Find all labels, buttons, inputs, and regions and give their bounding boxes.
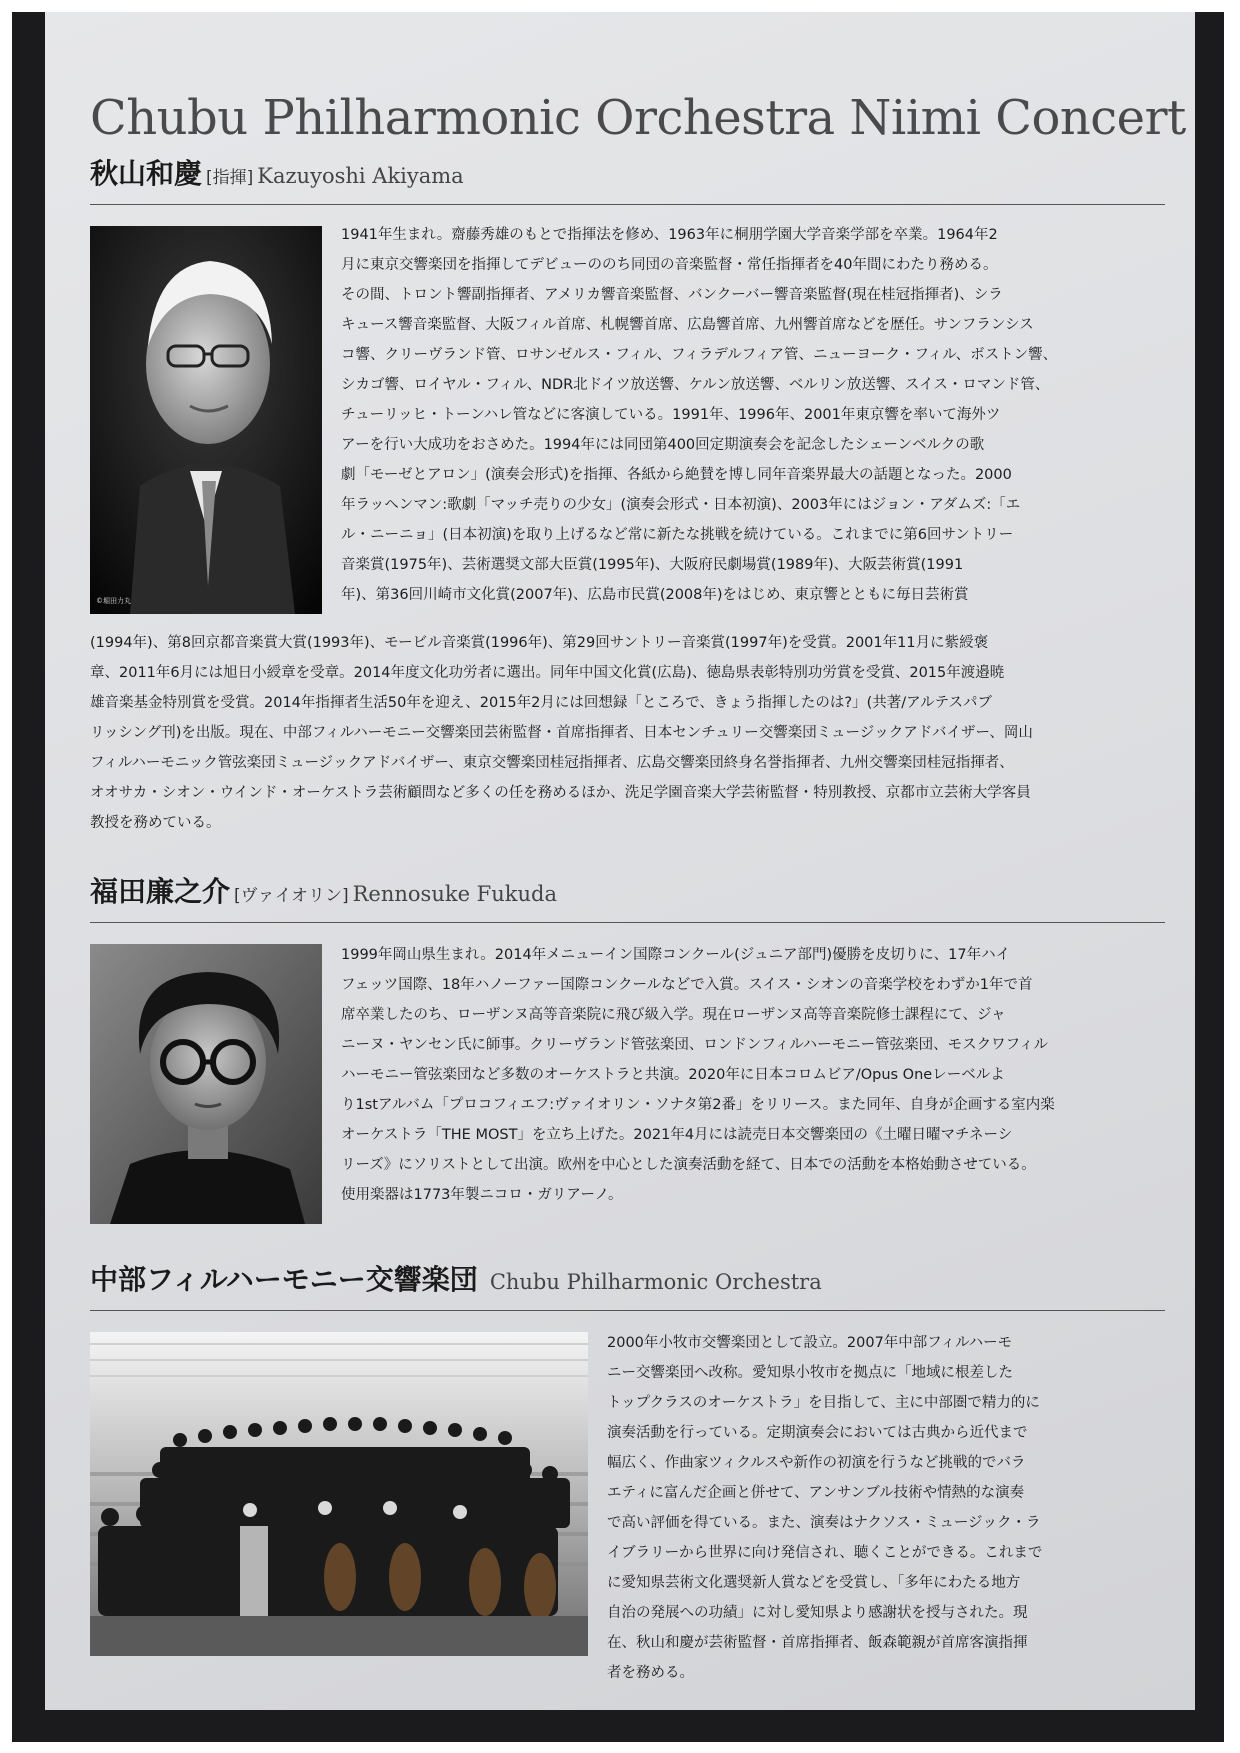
bio-line: イブラリーから世界に向け発信され、聴くことができる。これまで <box>607 1545 1043 1561</box>
orchestra-divider <box>90 1310 1165 1311</box>
bio-line: 1999年岡山県生まれ。2014年メニューイン国際コンクール(ジュニア部門)優勝を皮切りに、17年ハイ <box>341 947 1011 963</box>
bio-line: 月に東京交響楽団を指揮してデビューののち同団の音楽監督・常任指揮者を40年間にわたり務める。 <box>341 257 998 273</box>
bio-line: エティに富んだ企画と併せて、アンサンブル技術や情熱的な演奏 <box>607 1485 1025 1501</box>
orchestra-name-en: Chubu Philharmonic Orchestra <box>489 1270 822 1294</box>
bio-line: 章、2011年6月には旭日小綬章を受章。2014年度文化功労者に選出。同年中国文化賞(広島)、徳島県表彰特別功労賞を受賞、2015年渡邉暁 <box>90 665 1005 681</box>
bio-line: 雄音楽基金特別賞を受賞。2014年指揮者生活50年を迎え、2015年2月には回想録「ところで、きょう指揮したのは?」(共著/アルテスパブ <box>90 695 992 711</box>
bio-line: ル・ニーニョ」(日本初演)を取り上げるなど常に新たな挑戦を続けている。これまでに第6回サントリー <box>341 527 1014 543</box>
bio-line: 幅広く、作曲家ツィクルスや新作の初演を行うなど挑戦的でバラ <box>607 1455 1026 1471</box>
bio-line: オオサカ・シオン・ウインド・オーケストラ芸術顧問など多くの任を務めるほか、洗足学園音楽大学芸術監督・特別教授、京都市立芸術大学客員 <box>90 785 1031 801</box>
bio-line: 2000年小牧市交響楽団として設立。2007年中部フィルハーモ <box>607 1335 1013 1351</box>
akiyama-bio-full <box>90 628 1033 838</box>
bio-line: 教授を務めている。 <box>90 815 221 831</box>
page-title: Chubu Philharmonic Orchestra Niimi Concert <box>90 90 1186 146</box>
bio-line: リーズ》にソリストとして出演。欧州を中心とした演奏活動を経て、日本での活動を本格始動させている。 <box>341 1157 1036 1173</box>
bio-line: に愛知県芸術文化選奨新人賞などを受賞し、「多年にわたる地方 <box>607 1575 1021 1591</box>
bio-line: 音楽賞(1975年)、芸術選奨文部大臣賞(1995年)、大阪府民劇場賞(1989年)、大阪芸術賞(1991 <box>341 557 964 573</box>
bio-line: トップクラスのオーケストラ」を目指して、主に中部圏で精力的に <box>607 1395 1040 1411</box>
fukuda-name-en: Rennosuke Fukuda <box>352 882 557 906</box>
bio-line: オーケストラ「THE MOST」を立ち上げた。2021年4月には読売日本交響楽団の《土曜日曜マチネーシ <box>341 1127 1013 1143</box>
bio-line: コ響、クリーヴランド管、ロサンゼルス・フィル、フィラデルフィア管、ニューヨーク・フィル、ボストン響、 <box>341 347 1058 363</box>
bio-line: 1941年生まれ。齋藤秀雄のもとで指揮法を修め、1963年に桐朋学園大学音楽学部を卒業。1964年2 <box>341 227 998 243</box>
fukuda-role: [ヴァイオリン] <box>234 886 349 906</box>
flyer-page <box>45 12 1195 1710</box>
bio-line: ニーヌ・ヤンセン氏に師事。クリーヴランド管弦楽団、ロンドンフィルハーモニー管弦楽団、モスクワフィル <box>341 1037 1049 1053</box>
bio-line: 在、秋山和慶が芸術監督・首席指揮者、飯森範親が首席客演指揮 <box>607 1635 1028 1651</box>
akiyama-portrait <box>90 226 322 614</box>
bio-line: シカゴ響、ロイヤル・フィル、NDR北ドイツ放送響、ケルン放送響、ベルリン放送響、スイス・ロマンド管、 <box>341 377 1050 393</box>
photo-credit: ©堀田力丸 <box>96 597 131 605</box>
bio-line: 自治の発展への功績」に対し愛知県より感謝状を授与された。現 <box>607 1605 1028 1621</box>
akiyama-name-en: Kazuyoshi Akiyama <box>257 164 464 188</box>
fukuda-portrait <box>90 944 322 1224</box>
bio-line: 使用楽器は1773年製ニコロ・ガリアーノ。 <box>341 1187 623 1203</box>
bio-line: アーを行い大成功をおさめた。1994年には同団第400回定期演奏会を記念したシェーンベルクの歌 <box>341 437 985 453</box>
bio-line: り1stアルバム「プロコフィエフ:ヴァイオリン・ソナタ第2番」をリリース。また同年、自身が企画する室内楽 <box>341 1097 1055 1113</box>
orchestra-name-jp: 中部フィルハーモニー交響楽団 <box>90 1263 478 1296</box>
bio-line: (1994年)、第8回京都音楽賞大賞(1993年)、モービル音楽賞(1996年)、第29回サントリー音楽賞(1997年)を受賞。2001年11月に紫綬褒 <box>90 635 989 651</box>
bio-line: で高い評価を得ている。また、演奏はナクソス・ミュージック・ラ <box>607 1515 1041 1531</box>
akiyama-divider <box>90 204 1165 205</box>
akiyama-portrait-image <box>90 226 322 614</box>
bio-line: 劇「モーゼとアロン」(演奏会形式)を指揮、各紙から絶賛を博し同年音楽界最大の話題となった。2000 <box>341 467 1012 483</box>
orchestra-group-photo <box>90 1332 588 1656</box>
bio-line: 年)、第36回川崎市文化賞(2007年)、広島市民賞(2008年)をはじめ、東京響とともに毎日芸術賞 <box>341 587 969 603</box>
bio-line: 者を務める。 <box>607 1665 694 1681</box>
fukuda-name-jp: 福田廉之介 <box>90 875 231 908</box>
bio-line: フェッツ国際、18年ハノーファー国際コンクールなどで入賞。スイス・シオンの音楽学校をわずか1年で首 <box>341 977 1033 993</box>
bio-line: フィルハーモニック管弦楽団ミュージックアドバイザー、東京交響楽団桂冠指揮者、広島交響楽団終身名誉指揮者、九州交響楽団桂冠指揮者、 <box>90 755 1014 771</box>
page-background <box>12 12 1224 1742</box>
akiyama-heading <box>90 152 1165 192</box>
akiyama-bio-wrapped <box>341 220 1057 610</box>
bio-line: ニー交響楽団へ改称。愛知県小牧市を拠点に「地域に根差した <box>607 1365 1013 1381</box>
bio-line: その間、トロント響副指揮者、アメリカ響音楽監督、バンクーバー響音楽監督(現在桂冠指揮者)、シラ <box>341 287 1003 303</box>
bio-line: キュース響音楽監督、大阪フィル首席、札幌響首席、広島響首席、九州響首席などを歴任。サンフランシス <box>341 317 1034 333</box>
fukuda-heading <box>90 870 1165 910</box>
fukuda-divider <box>90 922 1165 923</box>
fukuda-portrait-image <box>90 944 322 1224</box>
orchestra-bio <box>607 1328 1042 1688</box>
bio-line: 年ラッヘンマン:歌劇「マッチ売りの少女」(演奏会形式・日本初演)、2003年にはジョン・アダムズ:「エ <box>341 497 1021 513</box>
orchestra-group-photo-image <box>90 1332 588 1656</box>
akiyama-role: [指揮] <box>206 168 254 188</box>
orchestra-heading <box>90 1258 1165 1298</box>
fukuda-bio <box>341 940 1055 1210</box>
bio-line: 席卒業したのち、ローザンヌ高等音楽院に飛び級入学。現在ローザンヌ高等音楽院修士課程にて、ジャ <box>341 1007 1006 1023</box>
akiyama-name-jp: 秋山和慶 <box>90 157 203 190</box>
bio-line: リッシング刊)を出版。現在、中部フィルハーモニー交響楽団芸術監督・首席指揮者、日本センチュリー交響楽団ミュージックアドバイザー、岡山 <box>90 725 1033 741</box>
bio-line: ハーモニー管弦楽団など多数のオーケストラと共演。2020年に日本コロムビア/Opus Oneレーベルよ <box>341 1067 1005 1083</box>
bio-line: 演奏活動を行っている。定期演奏会においては古典から近代まで <box>607 1425 1028 1441</box>
bio-line: チューリッヒ・トーンハレ管などに客演している。1991年、1996年、2001年東京響を率いて海外ツ <box>341 407 1001 423</box>
